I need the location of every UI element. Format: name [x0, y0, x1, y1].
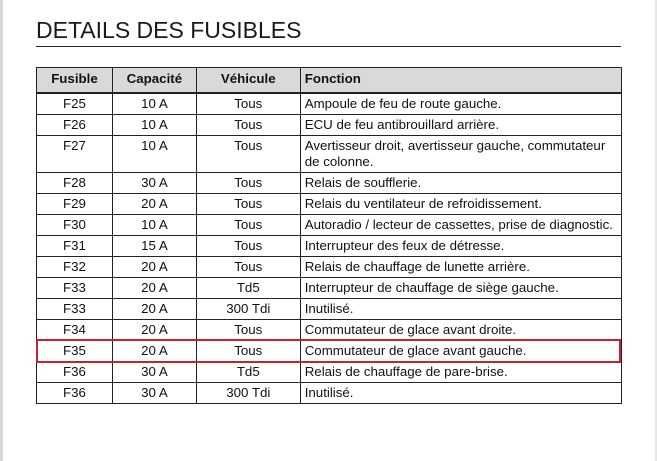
- cell-capacite: 20 A: [112, 341, 196, 362]
- table-row: [37, 299, 622, 320]
- cell-capacite: 20 A: [112, 320, 196, 341]
- table-row: [37, 278, 622, 299]
- cell-fonction: Autoradio / lecteur de cassettes, prise de diagnostic.: [300, 215, 621, 236]
- table-row: [37, 215, 622, 236]
- table-row: [37, 383, 622, 404]
- cell-fonction: ECU de feu antibrouillard arrière.: [300, 115, 621, 136]
- cell-vehicule: Tous: [196, 341, 300, 362]
- cell-capacite: 20 A: [112, 257, 196, 278]
- table-row: [37, 236, 622, 257]
- cell-fonction: Relais de soufflerie.: [300, 173, 621, 194]
- table-row: [37, 136, 622, 173]
- fuse-details-table: [36, 67, 622, 404]
- cell-capacite: 10 A: [112, 215, 196, 236]
- cell-fonction: Interrupteur de chauffage de siège gauche.: [300, 278, 621, 299]
- cell-fusible: F27: [37, 136, 113, 173]
- cell-vehicule: Tous: [196, 136, 300, 173]
- cell-fonction: Ampoule de feu de route gauche.: [300, 93, 621, 115]
- cell-capacite: 30 A: [112, 173, 196, 194]
- cell-fonction: Relais du ventilateur de refroidissement.: [300, 194, 621, 215]
- cell-fusible: F33: [37, 299, 113, 320]
- cell-vehicule: Tous: [196, 93, 300, 115]
- cell-vehicule: Tous: [196, 257, 300, 278]
- cell-vehicule: Tous: [196, 215, 300, 236]
- cell-vehicule: Tous: [196, 115, 300, 136]
- cell-vehicule: Tous: [196, 236, 300, 257]
- page-title: DETAILS DES FUSIBLES: [36, 17, 302, 43]
- cell-capacite: 10 A: [112, 93, 196, 115]
- cell-vehicule: Tous: [196, 320, 300, 341]
- table-row: [37, 115, 622, 136]
- cell-capacite: 30 A: [112, 383, 196, 404]
- table-row: [37, 93, 622, 115]
- cell-vehicule: Td5: [196, 362, 300, 383]
- cell-fusible: F32: [37, 257, 113, 278]
- header-fusible: Fusible: [37, 68, 113, 94]
- cell-fusible: F35: [37, 341, 113, 362]
- cell-fonction: Commutateur de glace avant gauche.: [300, 341, 621, 362]
- table-row: [37, 341, 622, 362]
- cell-vehicule: 300 Tdi: [196, 383, 300, 404]
- cell-capacite: 20 A: [112, 278, 196, 299]
- cell-capacite: 20 A: [112, 299, 196, 320]
- table-header-row: [37, 68, 622, 94]
- cell-vehicule: 300 Tdi: [196, 299, 300, 320]
- header-vehicule: Véhicule: [196, 68, 300, 94]
- cell-capacite: 10 A: [112, 115, 196, 136]
- table-row: [37, 194, 622, 215]
- cell-vehicule: Td5: [196, 278, 300, 299]
- cell-fusible: F36: [37, 383, 113, 404]
- cell-vehicule: Tous: [196, 194, 300, 215]
- cell-fusible: F36: [37, 362, 113, 383]
- cell-fonction: Avertisseur droit, avertisseur gauche, commutateur de colonne.: [300, 136, 621, 173]
- cell-fonction: Relais de chauffage de lunette arrière.: [300, 257, 621, 278]
- header-fonction: Fonction: [300, 68, 621, 94]
- table-row: [37, 173, 622, 194]
- cell-fusible: F29: [37, 194, 113, 215]
- table-row: [37, 257, 622, 278]
- cell-fusible: F25: [37, 93, 113, 115]
- page-left-edge: [0, 0, 3, 461]
- title-divider: [36, 46, 621, 47]
- cell-vehicule: Tous: [196, 173, 300, 194]
- header-capacite: Capacité: [112, 68, 196, 94]
- cell-fonction: Commutateur de glace avant droite.: [300, 320, 621, 341]
- cell-fusible: F34: [37, 320, 113, 341]
- cell-fusible: F28: [37, 173, 113, 194]
- cell-capacite: 20 A: [112, 194, 196, 215]
- cell-fonction: Relais de chauffage de pare-brise.: [300, 362, 621, 383]
- cell-fusible: F33: [37, 278, 113, 299]
- cell-fusible: F30: [37, 215, 113, 236]
- table-row: [37, 362, 622, 383]
- cell-capacite: 10 A: [112, 136, 196, 173]
- cell-capacite: 30 A: [112, 362, 196, 383]
- cell-fonction: Inutilisé.: [300, 299, 621, 320]
- cell-capacite: 15 A: [112, 236, 196, 257]
- table-row: [37, 320, 622, 341]
- cell-fonction: Interrupteur des feux de détresse.: [300, 236, 621, 257]
- cell-fusible: F31: [37, 236, 113, 257]
- cell-fonction: Inutilisé.: [300, 383, 621, 404]
- cell-fusible: F26: [37, 115, 113, 136]
